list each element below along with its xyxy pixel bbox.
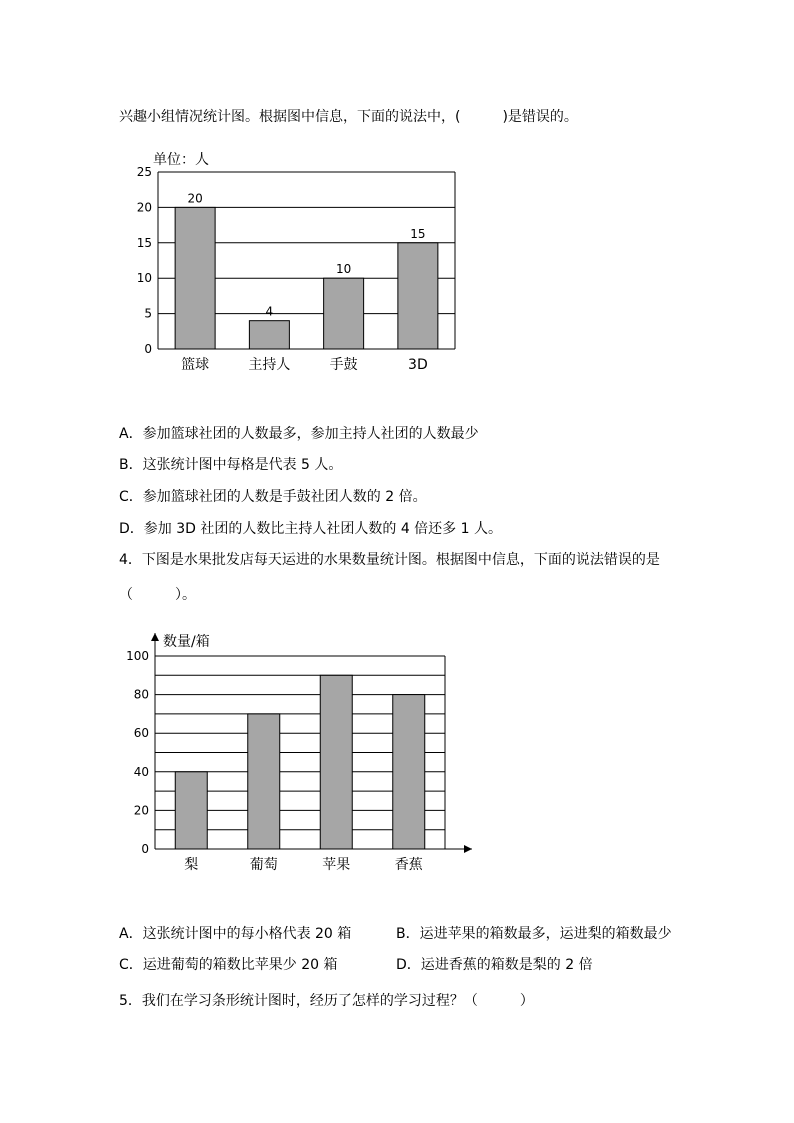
chart1-y-tick-label: 20 [136,200,152,215]
chart2-category-label: 香蕉 [394,857,423,873]
chart1-category-label: 手鼓 [329,357,358,373]
chart2-bar [393,695,425,849]
chart2-category-label: 苹果 [322,857,351,873]
chart1-bar [324,278,364,349]
chart1-bar [175,207,215,349]
chart2-category-label: 葡萄 [249,857,278,873]
q4-stem-line1: 4．下图是水果批发店每天运进的水果数量统计图。根据图中信息，下面的说法错误的是 [119,552,660,568]
chart1-y-tick-label: 15 [136,235,152,250]
chart2-bar [175,772,207,849]
q3-option-d[interactable]: D．参加 3D 社团的人数比主持人社团人数的 4 倍还多 1 人。 [119,521,502,537]
q4-option-a[interactable]: A．这张统计图中的每小格代表 20 箱 [119,926,352,942]
q4-stem-line2: （ ）。 [119,587,196,603]
chart1-category-label: 篮球 [181,357,210,373]
chart2-bar [320,675,352,849]
chart1-category-label: 主持人 [248,357,291,373]
chart1-y-tick-label: 25 [136,165,152,179]
chart2-y-tick-label: 100 [126,649,149,663]
chart1-data-label: 10 [335,262,352,277]
club-bar-chart [110,145,470,380]
fruit-bar-chart [110,625,490,875]
chart1-y-tick-label: 10 [136,271,152,286]
q4-option-b[interactable]: B．运进苹果的箱数最多，运进梨的箱数最少 [396,926,672,942]
chart2-y-tick-label: 20 [133,803,149,818]
chart1-bar [398,243,438,349]
chart2-y-tick-label: 60 [133,726,149,741]
q3-option-a[interactable]: A．参加篮球社团的人数最多，参加主持人社团的人数最少 [119,426,479,442]
chart2-y-tick-label: 0 [141,842,149,856]
chart1-bar [249,321,289,349]
q4-option-d[interactable]: D．运进香蕉的箱数是梨的 2 倍 [396,957,593,973]
q4-option-c[interactable]: C．运进葡萄的箱数比苹果少 20 箱 [119,957,338,973]
chart2-y-tick-label: 40 [133,764,149,779]
q3-stem: 兴趣小组情况统计图。根据图中信息，下面的说法中，( )是错误的。 [119,109,578,125]
chart1-y-tick-label: 5 [144,306,152,321]
chart1-data-label: 4 [265,304,274,319]
chart2-y-axis-arrow-icon [151,633,159,641]
chart2-unit-label: 数量/箱 [163,634,210,650]
chart1-data-label: 15 [410,226,426,241]
chart1-y-tick-label: 0 [144,342,152,356]
q5-stem: 5．我们在学习条形统计图时，经历了怎样的学习过程？（ ） [119,993,534,1009]
chart1-unit-label: 单位：人 [153,152,209,168]
chart2-category-label: 梨 [184,857,199,873]
chart2-x-axis-arrow-icon [464,845,472,853]
q3-option-b[interactable]: B．这张统计图中每格是代表 5 人。 [119,457,343,473]
chart1-category-label: 3D [408,357,428,373]
chart1-data-label: 20 [187,191,203,206]
chart2-y-tick-label: 80 [133,687,149,702]
chart2-bar [248,714,280,849]
q3-option-c[interactable]: C．参加篮球社团的人数是手鼓社团人数的 2 倍。 [119,489,427,505]
